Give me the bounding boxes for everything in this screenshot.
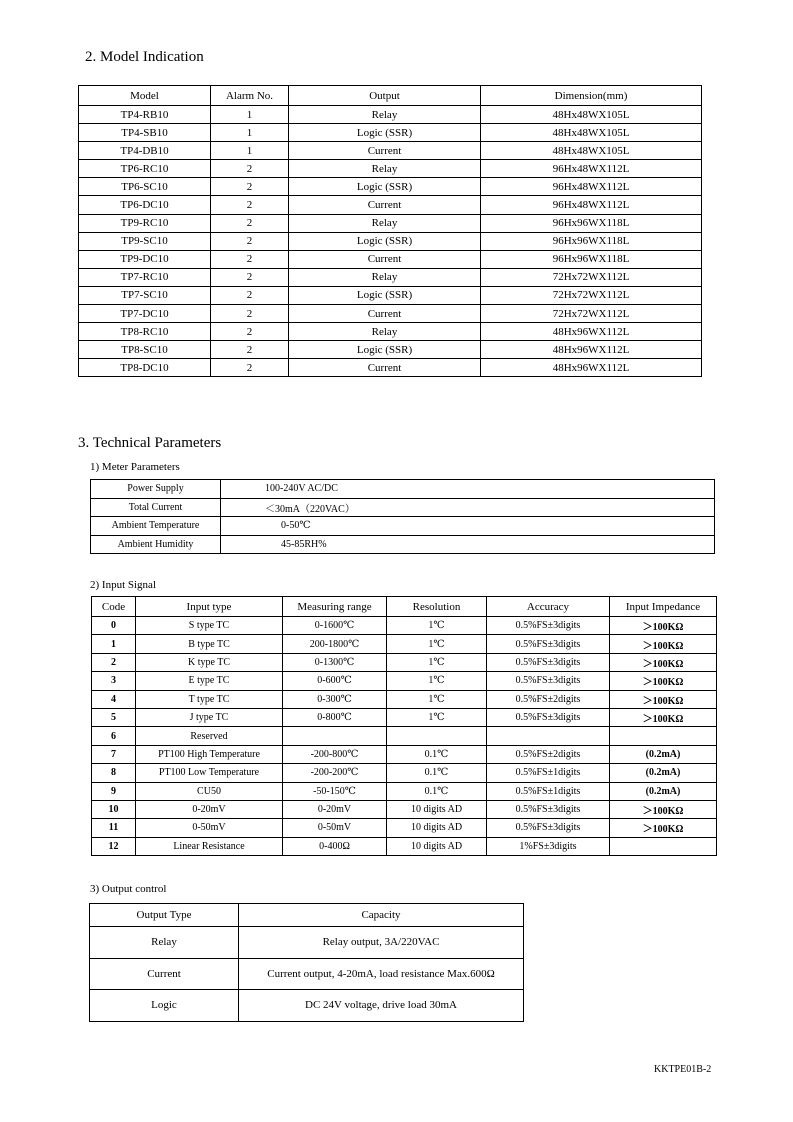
model-table-row-cell: TP6-DC10 (79, 196, 211, 214)
model-table-row-cell: 48Hx48WX105L (481, 142, 702, 160)
input-signal-row-cell: B type TC (136, 635, 283, 653)
input-signal-row-cell: 0-20mV (136, 800, 283, 818)
meter-params-row (91, 535, 715, 554)
input-signal-row-cell: 2 (92, 653, 136, 671)
model-table-row-cell: 2 (211, 232, 289, 250)
input-signal-row-cell: S type TC (136, 617, 283, 635)
meter-params-row-cell: Power Supply (91, 480, 221, 499)
input-signal-row-cell: 0-50mV (283, 819, 387, 837)
model-table-row-cell: 1 (211, 106, 289, 124)
input-signal-row-cell: ＞100KΩ (610, 635, 717, 653)
model-table-row-cell: 48Hx96WX112L (481, 359, 702, 377)
model-table-row-cell: 96Hx48WX112L (481, 160, 702, 178)
model-table-row-cell: 2 (211, 286, 289, 304)
model-table-row-cell: TP7-SC10 (79, 286, 211, 304)
input-signal-header-col-5: Input Impedance (610, 597, 717, 617)
model-table-row (79, 323, 702, 341)
input-signal-row-cell: 0.5%FS±3digits (487, 653, 610, 671)
model-table-header-col-0: Model (79, 86, 211, 106)
model-table-row-cell: TP7-DC10 (79, 305, 211, 323)
model-table-row-cell: TP8-DC10 (79, 359, 211, 377)
model-table-row (79, 268, 702, 286)
input-signal-row-cell: 10 (92, 800, 136, 818)
model-table-row-cell: 1 (211, 142, 289, 160)
model-table-row-cell: 2 (211, 160, 289, 178)
model-table-row-cell: 2 (211, 196, 289, 214)
output-control-row (90, 927, 524, 959)
input-signal-header-col-1: Input type (136, 597, 283, 617)
input-signal-row (92, 672, 717, 690)
output-control-row-cell: Relay output, 3A/220VAC (239, 927, 524, 959)
input-signal-row (92, 837, 717, 855)
output-control-header-col-0: Output Type (90, 904, 239, 927)
meter-params-row-cell: 0-50℃ (221, 517, 715, 536)
output-control-subtitle: 3) Output control (90, 883, 167, 895)
input-signal-row-cell: 9 (92, 782, 136, 800)
input-signal-row-cell: 0.1℃ (387, 782, 487, 800)
output-control-table (89, 903, 524, 1022)
input-signal-row-cell: 3 (92, 672, 136, 690)
model-table-row (79, 250, 702, 268)
input-signal-row-cell: Reserved (136, 727, 283, 745)
model-table-header-col-2: Output (289, 86, 481, 106)
input-signal-header-col-2: Measuring range (283, 597, 387, 617)
input-signal-row (92, 764, 717, 782)
input-signal-row (92, 653, 717, 671)
output-control-header (90, 904, 524, 927)
model-table-row-cell: TP9-SC10 (79, 232, 211, 250)
input-signal-row-cell: ＞100KΩ (610, 653, 717, 671)
model-table-row-cell: 96Hx48WX112L (481, 178, 702, 196)
meter-params-body (91, 480, 715, 554)
input-signal-row (92, 708, 717, 726)
document-code: KKTPE01B-2 (654, 1064, 712, 1075)
input-signal-row-cell: 5 (92, 708, 136, 726)
input-signal-row-cell: 0.5%FS±3digits (487, 635, 610, 653)
input-signal-row-cell: ＞100KΩ (610, 617, 717, 635)
model-table-row-cell: Current (289, 250, 481, 268)
output-control-row-cell: Current (90, 958, 239, 990)
model-table-row-cell: 96Hx96WX118L (481, 214, 702, 232)
model-table-row-cell: Relay (289, 160, 481, 178)
input-signal-row-cell: 0-800℃ (283, 708, 387, 726)
input-signal-row-cell: -50-150℃ (283, 782, 387, 800)
meter-params-row (91, 517, 715, 536)
input-signal-row-cell: 0-1600℃ (283, 617, 387, 635)
model-table-row-cell: Relay (289, 268, 481, 286)
model-table-row-cell: Logic (SSR) (289, 178, 481, 196)
input-signal-row-cell: 6 (92, 727, 136, 745)
model-table-row-cell: 72Hx72WX112L (481, 286, 702, 304)
input-signal-row-cell: 1℃ (387, 690, 487, 708)
input-signal-row-cell: -200-800℃ (283, 745, 387, 763)
output-control-header-col-1: Capacity (239, 904, 524, 927)
input-signal-row-cell: 1℃ (387, 672, 487, 690)
output-control-body (90, 927, 524, 1022)
input-signal-row-cell: 0.5%FS±3digits (487, 672, 610, 690)
meter-params-subtitle: 1) Meter Parameters (90, 461, 180, 473)
model-table-row-cell: Current (289, 196, 481, 214)
model-table-header-col-1: Alarm No. (211, 86, 289, 106)
meter-params-row-cell: Ambient Humidity (91, 535, 221, 554)
model-table-row-cell: 48Hx96WX112L (481, 341, 702, 359)
input-signal-row-cell: PT100 Low Temperature (136, 764, 283, 782)
input-signal-row-cell: 0.5%FS±2digits (487, 690, 610, 708)
input-signal-row-cell: ＞100KΩ (610, 690, 717, 708)
model-table-row-cell: TP4-SB10 (79, 124, 211, 142)
model-table-row-cell: Relay (289, 106, 481, 124)
model-table-row-cell: 1 (211, 124, 289, 142)
model-table-row-cell: TP4-RB10 (79, 106, 211, 124)
model-table-row-cell: TP6-RC10 (79, 160, 211, 178)
output-control-row-cell: Current output, 4-20mA, load resistance Max.600Ω (239, 958, 524, 990)
model-table-row (79, 160, 702, 178)
input-signal-row-cell (610, 837, 717, 855)
input-signal-row-cell: E type TC (136, 672, 283, 690)
input-signal-row-cell: 7 (92, 745, 136, 763)
model-table-row-cell: 2 (211, 305, 289, 323)
model-table-row (79, 178, 702, 196)
input-signal-row-cell: 4 (92, 690, 136, 708)
input-signal-row-cell: 0.5%FS±3digits (487, 617, 610, 635)
input-signal-row-cell: 0.5%FS±2digits (487, 745, 610, 763)
input-signal-row-cell: 0.5%FS±1digits (487, 782, 610, 800)
model-table-row-cell: 2 (211, 359, 289, 377)
input-signal-row-cell: J type TC (136, 708, 283, 726)
input-signal-row-cell: 10 digits AD (387, 837, 487, 855)
input-signal-row-cell: 1℃ (387, 617, 487, 635)
input-signal-row-cell: 11 (92, 819, 136, 837)
model-table-row (79, 214, 702, 232)
input-signal-row-cell: 12 (92, 837, 136, 855)
input-signal-row-cell: K type TC (136, 653, 283, 671)
output-control-row-cell: DC 24V voltage, drive load 30mA (239, 990, 524, 1022)
model-table-row (79, 106, 702, 124)
meter-params-table (90, 479, 715, 554)
input-signal-row-cell: 0-20mV (283, 800, 387, 818)
input-signal-row-cell: 0.1℃ (387, 745, 487, 763)
input-signal-row-cell: 10 digits AD (387, 819, 487, 837)
meter-params-row-cell: 100-240V AC/DC (221, 480, 715, 499)
model-table-row-cell: 2 (211, 178, 289, 196)
model-table-row-cell: 96Hx96WX118L (481, 250, 702, 268)
model-table-row-cell: Current (289, 359, 481, 377)
model-table-row-cell: 2 (211, 250, 289, 268)
model-section-title: 2. Model Indication (85, 49, 204, 65)
model-table-row-cell: TP4-DB10 (79, 142, 211, 160)
model-table-row-cell: 96Hx96WX118L (481, 232, 702, 250)
model-table-row (79, 232, 702, 250)
input-signal-row-cell: 0.5%FS±3digits (487, 819, 610, 837)
model-table-row (79, 305, 702, 323)
input-signal-row (92, 819, 717, 837)
input-signal-row-cell: PT100 High Temperature (136, 745, 283, 763)
input-signal-row-cell: 0-50mV (136, 819, 283, 837)
model-table-row-cell: TP7-RC10 (79, 268, 211, 286)
model-table-row-cell: Relay (289, 323, 481, 341)
meter-params-row-cell: Ambient Temperature (91, 517, 221, 536)
output-control-row (90, 958, 524, 990)
input-signal-row-cell: 1℃ (387, 653, 487, 671)
input-signal-row-cell: ＞100KΩ (610, 819, 717, 837)
model-table-row-cell: Logic (SSR) (289, 124, 481, 142)
input-signal-row-cell: 10 digits AD (387, 800, 487, 818)
model-table-row-cell: Logic (SSR) (289, 341, 481, 359)
model-table-row-cell: 48Hx48WX105L (481, 124, 702, 142)
model-table-row (79, 196, 702, 214)
output-control-row-cell: Logic (90, 990, 239, 1022)
input-signal-row-cell: (0.2mA) (610, 782, 717, 800)
meter-params-row (91, 480, 715, 499)
model-table-row-cell: 2 (211, 214, 289, 232)
input-signal-row-cell: CU50 (136, 782, 283, 800)
input-signal-row-cell (387, 727, 487, 745)
model-table-row-cell: 2 (211, 323, 289, 341)
input-signal-row-cell: T type TC (136, 690, 283, 708)
model-table-row-cell: Current (289, 142, 481, 160)
input-signal-row (92, 782, 717, 800)
model-table-body (79, 106, 702, 377)
input-signal-row-cell: -200-200℃ (283, 764, 387, 782)
input-signal-header-col-4: Accuracy (487, 597, 610, 617)
meter-params-row (91, 498, 715, 517)
input-signal-row-cell: 0-300℃ (283, 690, 387, 708)
input-signal-body (92, 617, 717, 856)
input-signal-row (92, 745, 717, 763)
input-signal-row-cell: 0 (92, 617, 136, 635)
model-table-row-cell: TP9-RC10 (79, 214, 211, 232)
input-signal-header-col-0: Code (92, 597, 136, 617)
input-signal-row-cell: 1 (92, 635, 136, 653)
model-table-row-cell: TP9-DC10 (79, 250, 211, 268)
input-signal-row-cell (283, 727, 387, 745)
input-signal-row-cell: 1℃ (387, 708, 487, 726)
input-signal-row (92, 617, 717, 635)
input-signal-row-cell: 0.5%FS±1digits (487, 764, 610, 782)
model-table-row-cell: TP8-RC10 (79, 323, 211, 341)
model-table-header-col-3: Dimension(mm) (481, 86, 702, 106)
input-signal-row-cell: 0.5%FS±3digits (487, 800, 610, 818)
input-signal-row-cell: ＞100KΩ (610, 708, 717, 726)
input-signal-row-cell: 1%FS±3digits (487, 837, 610, 855)
model-table-row-cell: Relay (289, 214, 481, 232)
model-table-row (79, 359, 702, 377)
model-table-row-cell: Current (289, 305, 481, 323)
input-signal-header (92, 597, 717, 617)
model-table-row-cell: 48Hx96WX112L (481, 323, 702, 341)
input-signal-row-cell: 0-1300℃ (283, 653, 387, 671)
meter-params-row-cell: ＜30mA（220VAC） (221, 498, 715, 517)
output-control-row-cell: Relay (90, 927, 239, 959)
model-table-row (79, 286, 702, 304)
model-table-row-cell: TP6-SC10 (79, 178, 211, 196)
input-signal-row-cell: 200-1800℃ (283, 635, 387, 653)
model-table-row (79, 124, 702, 142)
input-signal-row-cell: 0-600℃ (283, 672, 387, 690)
model-table-row-cell: Logic (SSR) (289, 232, 481, 250)
input-signal-row-cell: Linear Resistance (136, 837, 283, 855)
input-signal-row-cell: 0.1℃ (387, 764, 487, 782)
input-signal-row-cell: ＞100KΩ (610, 672, 717, 690)
model-table-row-cell: Logic (SSR) (289, 286, 481, 304)
meter-params-row-cell: Total Current (91, 498, 221, 517)
input-signal-header-col-3: Resolution (387, 597, 487, 617)
model-table-row (79, 341, 702, 359)
input-signal-row-cell: 1℃ (387, 635, 487, 653)
model-table-row-cell: 72Hx72WX112L (481, 305, 702, 323)
model-table-row-cell: 2 (211, 268, 289, 286)
input-signal-row (92, 727, 717, 745)
input-signal-row (92, 690, 717, 708)
model-table-row-cell: 48Hx48WX105L (481, 106, 702, 124)
meter-params-row-cell: 45-85RH% (221, 535, 715, 554)
input-signal-row-cell (487, 727, 610, 745)
model-table-header (79, 86, 702, 106)
input-signal-row-cell: ＞100KΩ (610, 800, 717, 818)
input-signal-row (92, 635, 717, 653)
model-table-row (79, 142, 702, 160)
model-table-row-cell: 72Hx72WX112L (481, 268, 702, 286)
model-table (78, 85, 702, 377)
input-signal-row-cell: 8 (92, 764, 136, 782)
input-signal-row-cell: 0.5%FS±3digits (487, 708, 610, 726)
output-control-row (90, 990, 524, 1022)
input-signal-row (92, 800, 717, 818)
input-signal-subtitle: 2) Input Signal (90, 579, 156, 591)
model-table-row-cell: TP8-SC10 (79, 341, 211, 359)
tech-section-title: 3. Technical Parameters (78, 435, 222, 451)
input-signal-row-cell (610, 727, 717, 745)
input-signal-row-cell: (0.2mA) (610, 764, 717, 782)
input-signal-row-cell: 0-400Ω (283, 837, 387, 855)
input-signal-table (91, 596, 717, 856)
model-table-row-cell: 2 (211, 341, 289, 359)
input-signal-row-cell: (0.2mA) (610, 745, 717, 763)
model-table-row-cell: 96Hx48WX112L (481, 196, 702, 214)
